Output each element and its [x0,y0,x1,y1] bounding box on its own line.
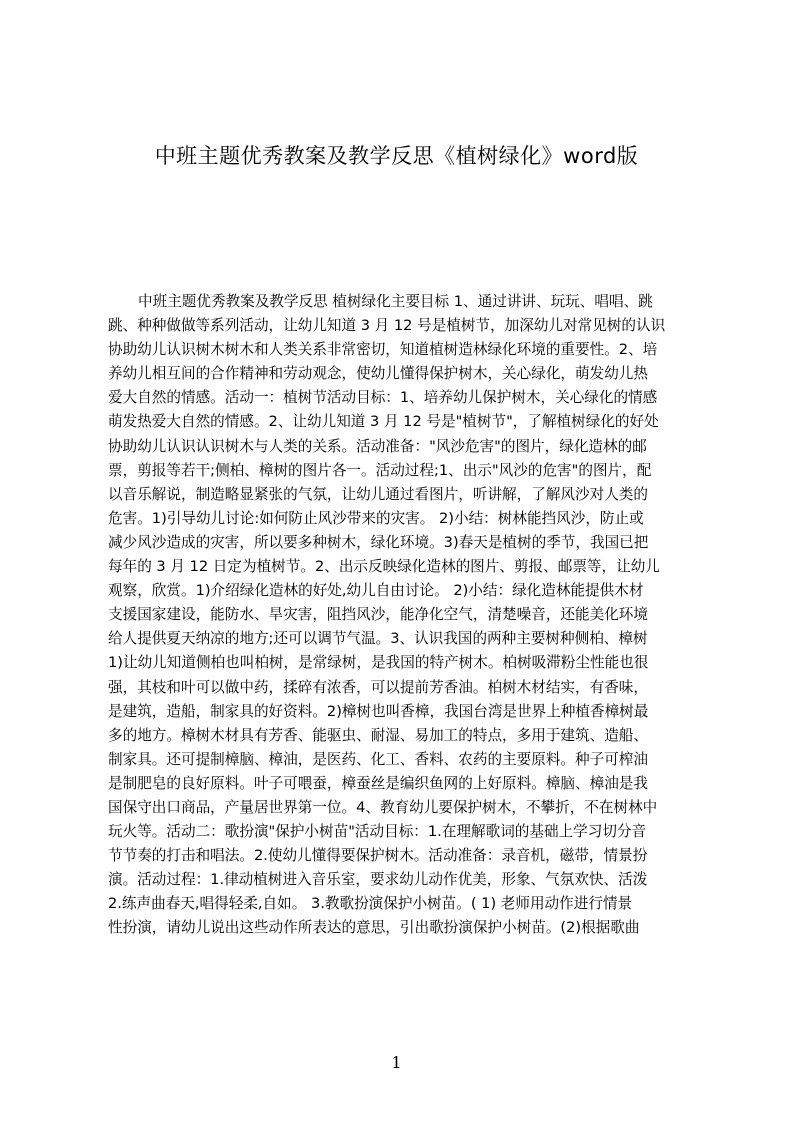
body-line: 危害。1)引导幼儿讨论:如何防止风沙带来的灾害。 2)小结：树林能挡风沙，防止或 [108,509,644,527]
body-line: 协助幼儿认识认识树木与人类的关系。活动准备："风沙危害"的图片，绿化造林的邮 [108,437,647,455]
body-line: 是建筑，造船，制家具的好资料。2)樟树也叫香樟，我国台湾是世界上种植香樟树最 [108,702,649,720]
body-line: 爱大自然的情感。活动一：植树节活动目标：1、培养幼儿保护树木，关心绿化的情感 [108,389,658,407]
body-line: 1)让幼儿知道侧柏也叫柏树，是常绿树，是我国的特产树木。柏树吸滞粉尘性能也很 [108,654,649,672]
body-line: 演。活动过程：1.律动植树进入音乐室，要求幼儿动作优美，形象、气氛欢快、活泼 [108,871,648,889]
body-line: 节节奏的打击和唱法。2.使幼儿懂得要保护树木。活动准备：录音机，磁带，情景扮 [108,847,648,865]
body-line: 支援国家建设，能防水、旱灾害，阻挡风沙，能净化空气，清楚噪音，还能美化环境 [108,606,648,624]
body-line: 观察，欣赏。1)介绍绿化造林的好处,幼儿自由讨论。 2)小结：绿化造林能提供木材 [108,582,644,600]
document-body [108,290,699,941]
body-line: 养幼儿相互间的合作精神和劳动观念，使幼儿懂得保护树木，关心绿化，萌发幼儿热 [108,365,648,383]
body-line: 减少风沙造成的灾害，所以要多种树木，绿化环境。3)春天是植树的季节，我国已把 [108,533,649,551]
body-line: 制家具。还可提制樟脑、樟油，是医药、化工、香料、农药的主要原料。种子可榨油 [108,750,648,768]
body-line: 强，其枝和叶可以做中药，揉碎有浓香，可以提前芳香油。柏树木材结实，有香味， [108,678,648,696]
body-line: 2.练声曲春天,唱得轻柔,自如。 3.教歌扮演保护小树苗。( 1) 老师用动作进行情景 [108,895,633,913]
body-line: 国保守出口商品，产量居世界第一位。4、教育幼儿要保护树木，不攀折，不在树林中 [108,798,658,816]
body-line: 是制肥皂的良好原料。叶子可喂蚕，樟蚕丝是编织鱼网的上好原料。樟脑、樟油是我 [108,774,648,792]
body-line: 多的地方。樟树木材具有芳香、能驱虫、耐湿、易加工的特点，多用于建筑、造船、 [108,726,648,744]
document-title: 中班主题优秀教案及教学反思《植树绿化》word版 [154,144,639,168]
page-number: 1 [391,1053,402,1072]
body-line: 性扮演，请幼儿说出这些动作所表达的意思，引出歌扮演保护小树苗。(2)根据歌曲 [108,919,640,937]
body-line: 中班主题优秀教案及教学反思 植树绿化主要目标 1、通过讲讲、玩玩、唱唱、跳 [138,293,653,310]
body-line: 每年的 3 月 12 日定为植树节。2、出示反映绿化造林的图片、剪报、邮票等，让幼儿 [108,558,660,576]
body-line: 票，剪报等若干;侧柏、樟树的图片各一。活动过程;1、出示"风沙的危害"的图片，配 [108,461,652,479]
body-line: 协助幼儿认识树木树木和人类关系非常密切，知道植树造林绿化环境的重要性。2、培 [108,341,658,359]
body-line: 跳、种种做做等系列活动，让幼儿知道 3 月 12 号是植树节，加深幼儿对常见树的认识 [108,317,666,335]
body-line: 玩火等。活动二：歌扮演"保护小树苗"活动目标：1.在理解歌词的基础上学习切分音 [108,823,647,841]
body-line: 萌发热爱大自然的情感。2、让幼儿知道 3 月 12 号是"植树节"，了解植树绿化的好处 [108,413,659,431]
body-line: 以音乐解说，制造略显紧张的气氛，让幼儿通过看图片，听讲解，了解风沙对人类的 [108,485,648,503]
body-line: 给人提供夏天纳凉的地方;还可以调节气温。3、认识我国的两种主要树种侧柏、樟树 [108,630,648,648]
